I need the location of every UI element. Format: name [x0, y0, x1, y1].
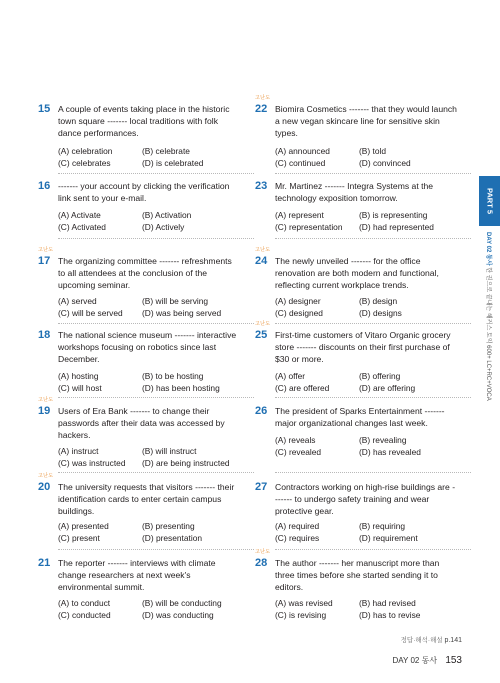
option-a[interactable]: (A) required [275, 521, 320, 531]
option-c[interactable]: (C) designed [275, 307, 323, 318]
option-a[interactable]: (A) to conduct [58, 598, 111, 608]
option-a[interactable]: (A) represent [275, 210, 324, 220]
answer-page: p.141 [444, 637, 462, 644]
option-d[interactable]: (D) had represented [359, 221, 434, 232]
option-a[interactable]: (A) Activate [58, 210, 101, 220]
option-c[interactable]: (C) present [58, 532, 100, 543]
question-text: The university requests that visitors ------- their identification cards to enter certain campus buildings. [58, 482, 235, 516]
option-b[interactable]: (B) revealing [359, 435, 407, 445]
option-a[interactable]: (A) was revised [275, 598, 333, 608]
question-text: Users of Era Bank ------- to change their passwords after their data was accessed by hackers. [58, 406, 225, 440]
option-b[interactable]: (B) to be hosting [142, 371, 204, 381]
question-text: ------- your account by clicking the verification link sent to your e-mail. [58, 181, 230, 203]
question-number: 18 [38, 329, 51, 341]
option-b[interactable]: (B) will instruct [142, 446, 197, 456]
divider [275, 323, 471, 324]
option-d[interactable]: (D) is celebrated [142, 157, 204, 168]
side-header-text [485, 232, 494, 401]
option-b[interactable]: (B) requiring [359, 521, 406, 531]
difficulty-tag: 고난도 [255, 321, 271, 327]
page-number: 153 [445, 655, 462, 666]
side-header [483, 232, 497, 401]
option-d[interactable]: (D) has to revise [359, 609, 421, 620]
question-text: The president of Sparks Entertainment ------- major organizational changes last week. [275, 406, 445, 428]
option-a[interactable]: (A) hosting [58, 371, 99, 381]
divider [58, 472, 254, 473]
option-b[interactable]: (B) offering [359, 371, 401, 381]
divider [275, 549, 471, 550]
divider [58, 549, 254, 550]
option-a[interactable]: (A) offer [275, 371, 306, 381]
question-number: 22 [255, 103, 268, 115]
difficulty-tag: 고난도 [255, 247, 271, 253]
option-d[interactable]: (D) was conducting [142, 609, 214, 620]
question-number: 24 [255, 255, 268, 267]
option-c[interactable]: (C) is revising [275, 609, 327, 620]
option-a[interactable]: (A) served [58, 296, 97, 306]
question-number: 25 [255, 329, 268, 341]
option-b[interactable]: (B) told [359, 146, 386, 156]
option-b[interactable]: (B) Activation [142, 210, 192, 220]
divider [275, 238, 471, 239]
option-b[interactable]: (B) celebrate [142, 146, 190, 156]
option-c[interactable]: (C) continued [275, 157, 326, 168]
difficulty-tag: 고난도 [38, 473, 54, 479]
divider [58, 173, 254, 174]
question-number: 21 [38, 557, 51, 569]
side-topic: 동사 [485, 254, 491, 266]
difficulty-tag: 고난도 [255, 549, 271, 555]
option-d[interactable]: (D) are offering [359, 382, 416, 393]
answer-label: 정답·해석·해설 [400, 637, 443, 644]
option-c[interactable]: (C) are offered [275, 382, 330, 393]
option-a[interactable]: (A) announced [275, 146, 330, 156]
option-d[interactable]: (D) designs [359, 307, 402, 318]
option-c[interactable]: (C) conducted [58, 609, 111, 620]
divider [275, 173, 471, 174]
option-d[interactable]: (D) has been hosting [142, 382, 220, 393]
side-description: 한 권으로 끝내는 해커스 토익 600+ LC+RC+VOCA [485, 267, 491, 401]
question-number: 26 [255, 405, 268, 417]
question-text: Mr. Martinez ------- Integra Systems at the technology exposition tomorrow. [275, 181, 434, 203]
option-c[interactable]: (C) celebrates [58, 157, 111, 168]
option-d[interactable]: (D) Actively [142, 221, 185, 232]
question-number: 27 [255, 481, 268, 493]
question-number: 20 [38, 481, 51, 493]
footer-topic: 동사 [421, 656, 438, 665]
option-d[interactable]: (D) was being served [142, 307, 222, 318]
option-c[interactable]: (C) revealed [275, 446, 322, 457]
option-c[interactable]: (C) will host [58, 382, 102, 393]
option-d[interactable]: (D) are being instructed [142, 457, 230, 468]
side-day: DAY 02 [485, 232, 491, 253]
option-d[interactable]: (D) requirement [359, 532, 418, 543]
difficulty-tag: 고난도 [38, 247, 54, 253]
question-text: The author ------- her manuscript more than three times before she started sending it to editors. [275, 558, 440, 592]
question-number: 15 [38, 103, 51, 115]
option-c[interactable]: (C) requires [275, 532, 320, 543]
question-text: The organizing committee ------- refreshments to all attendees at the conclusion of the upcoming seminar. [58, 256, 232, 290]
option-c[interactable]: (C) Activated [58, 221, 106, 232]
option-c[interactable]: (C) was instructed [58, 457, 126, 468]
question-text: Biomira Cosmetics ------- that they would launch a new vegan skincare line for sensitive skin types. [275, 104, 457, 138]
option-b[interactable]: (B) will be conducting [142, 598, 222, 608]
divider [275, 397, 471, 398]
divider [58, 397, 254, 398]
option-a[interactable]: (A) celebration [58, 146, 113, 156]
option-c[interactable]: (C) representation [275, 221, 343, 232]
option-a[interactable]: (A) designer [275, 296, 321, 306]
option-c[interactable]: (C) will be served [58, 307, 123, 318]
option-d[interactable]: (D) convinced [359, 157, 411, 168]
page-footer [393, 655, 462, 666]
part-label: PART 5 [485, 187, 494, 215]
option-d[interactable]: (D) has revealed [359, 446, 421, 457]
question-text: The reporter ------- interviews with climate change researchers at next week's environmental summit. [58, 558, 216, 592]
option-a[interactable]: (A) presented [58, 521, 109, 531]
question-number: 28 [255, 557, 268, 569]
question-text: The national science museum ------- interactive workshops focusing on robotics since last December. [58, 330, 237, 364]
option-b[interactable]: (B) will be serving [142, 296, 209, 306]
question-text: The newly unveiled ------- for the office renovation are both modern and functional, reflecting current workplace trends. [275, 256, 439, 290]
divider [58, 238, 254, 239]
option-d[interactable]: (D) presentation [142, 532, 203, 543]
footer-day: DAY 02 [392, 656, 420, 665]
option-a[interactable]: (A) instruct [58, 446, 99, 456]
question-number: 23 [255, 180, 268, 192]
question-text: A couple of events taking place in the historic town square ------- local traditions with folk dance performances. [58, 104, 230, 138]
option-a[interactable]: (A) reveals [275, 435, 316, 445]
question-text: Contractors working on high-rise buildings are ------- to undergo safety training and wear protective gear. [275, 482, 456, 516]
difficulty-tag: 고난도 [255, 95, 271, 101]
difficulty-tag: 고난도 [38, 397, 54, 403]
option-b[interactable]: (B) had revised [359, 598, 416, 608]
option-b[interactable]: (B) presenting [142, 521, 195, 531]
divider [58, 323, 254, 324]
divider [275, 472, 471, 473]
part-tab [479, 176, 500, 226]
question-number: 17 [38, 255, 51, 267]
option-b[interactable]: (B) design [359, 296, 398, 306]
answer-reference [401, 635, 462, 644]
question-number: 16 [38, 180, 51, 192]
option-b[interactable]: (B) is representing [359, 210, 428, 220]
question-text: First-time customers of Vitaro Organic grocery store ------- discounts on their first purchase of $30 or more. [275, 330, 451, 364]
question-number: 19 [38, 405, 51, 417]
